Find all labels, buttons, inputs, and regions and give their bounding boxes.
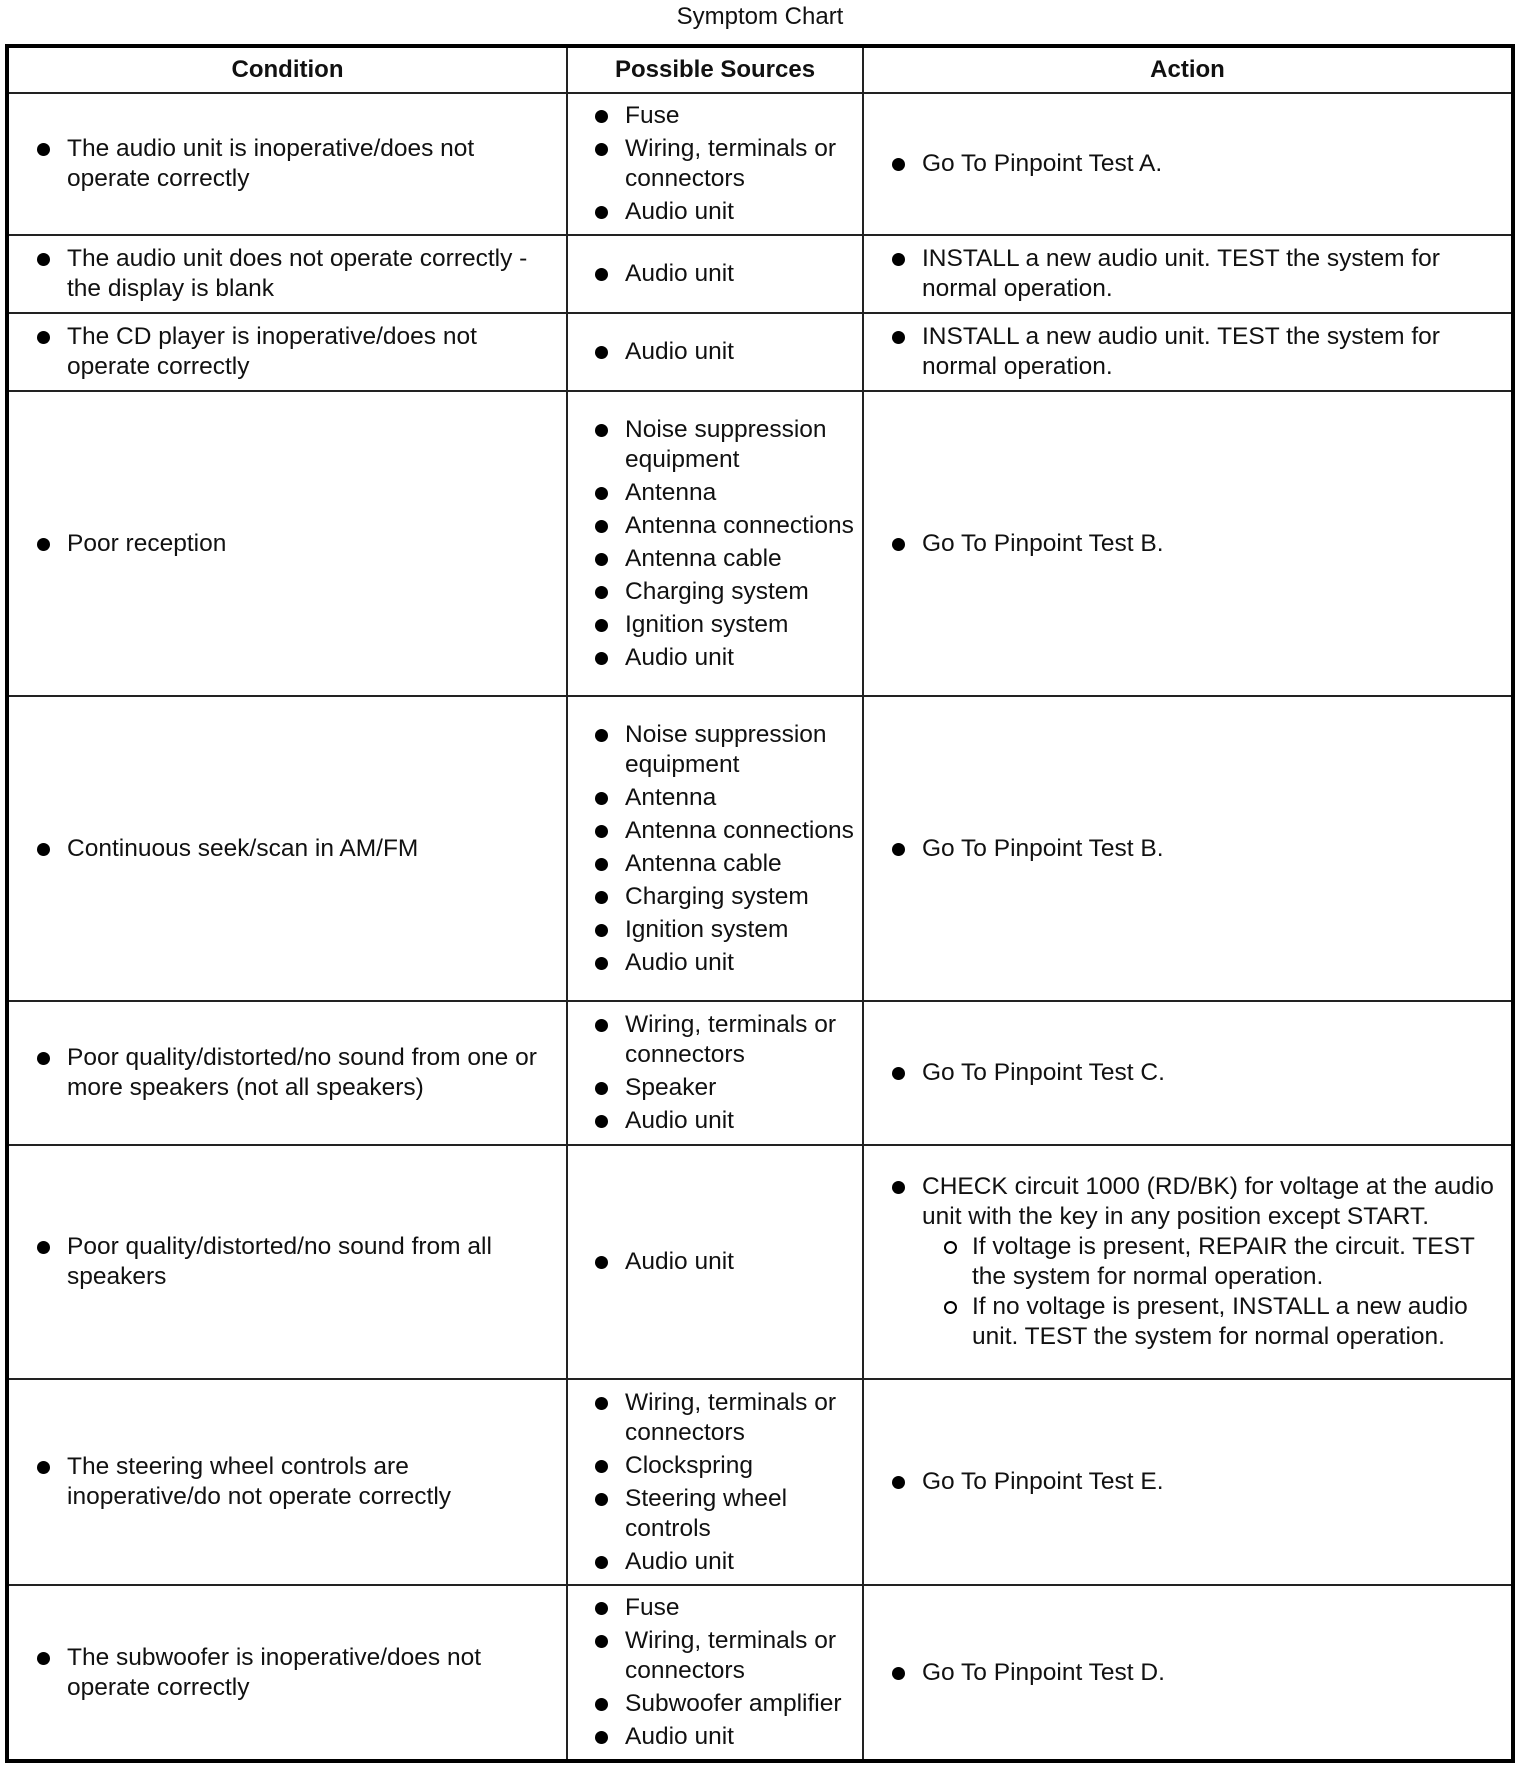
source-item: Wiring, terminals or connectors <box>568 1388 862 1448</box>
table-row <box>7 235 1513 313</box>
symptom-table <box>5 44 1515 1763</box>
condition-text: The steering wheel controls are inoperative/do not operate correctly <box>9 1452 566 1512</box>
action-text: INSTALL a new audio unit. TEST the system for normal operation. <box>864 244 1511 304</box>
action-text: Go To Pinpoint Test B. <box>864 834 1511 864</box>
source-item: Noise suppression equipment <box>568 720 862 780</box>
sources-cell <box>567 1001 863 1145</box>
source-item: Ignition system <box>568 610 862 640</box>
source-item: Antenna cable <box>568 849 862 879</box>
sources-cell <box>567 696 863 1001</box>
condition-cell <box>7 391 567 696</box>
table-row <box>7 391 1513 696</box>
table-row <box>7 313 1513 391</box>
source-item: Fuse <box>568 101 862 131</box>
header-condition: Condition <box>7 46 567 93</box>
source-item: Subwoofer amplifier <box>568 1689 862 1719</box>
action-cell <box>863 1001 1513 1145</box>
source-item: Audio unit <box>568 1247 862 1277</box>
sources-cell <box>567 1379 863 1585</box>
source-item: Steering wheel controls <box>568 1484 862 1544</box>
action-text: Go To Pinpoint Test D. <box>864 1658 1511 1688</box>
condition-cell <box>7 696 567 1001</box>
action-cell <box>863 93 1513 235</box>
sources-cell <box>567 93 863 235</box>
source-item: Charging system <box>568 882 862 912</box>
source-item: Wiring, terminals or connectors <box>568 1626 862 1686</box>
table-row <box>7 1379 1513 1585</box>
condition-cell <box>7 1379 567 1585</box>
source-item: Noise suppression equipment <box>568 415 862 475</box>
condition-cell <box>7 1585 567 1761</box>
sources-cell <box>567 391 863 696</box>
action-text: Go To Pinpoint Test E. <box>864 1467 1511 1497</box>
condition-text: The CD player is inoperative/does not operate correctly <box>9 322 566 382</box>
action-text: INSTALL a new audio unit. TEST the system for normal operation. <box>864 322 1511 382</box>
chart-title: Symptom Chart <box>676 3 844 30</box>
source-item: Charging system <box>568 577 862 607</box>
action-cell <box>863 696 1513 1001</box>
condition-cell <box>7 93 567 235</box>
action-text: CHECK circuit 1000 (RD/BK) for voltage at the audio unit with the key in any position except START. <box>922 1173 1494 1230</box>
action-text: Go To Pinpoint Test A. <box>864 149 1511 179</box>
condition-text: Poor reception <box>9 529 566 559</box>
source-item: Fuse <box>568 1593 862 1623</box>
sources-cell <box>567 313 863 391</box>
source-item: Wiring, terminals or connectors <box>568 134 862 194</box>
condition-text: The audio unit is inoperative/does not operate correctly <box>9 134 566 194</box>
source-item: Audio unit <box>568 1106 862 1136</box>
action-text: Go To Pinpoint Test C. <box>864 1058 1511 1088</box>
header-possible-sources: Possible Sources <box>567 46 863 93</box>
sources-cell <box>567 1145 863 1379</box>
table-row <box>7 93 1513 235</box>
header-action: Action <box>863 46 1513 93</box>
source-item: Audio unit <box>568 259 862 289</box>
source-item: Antenna cable <box>568 544 862 574</box>
source-item: Antenna connections <box>568 511 862 541</box>
action-item <box>864 1172 1511 1352</box>
action-cell <box>863 1585 1513 1761</box>
source-item: Audio unit <box>568 948 862 978</box>
action-cell <box>863 1145 1513 1379</box>
action-cell <box>863 1379 1513 1585</box>
condition-text: The subwoofer is inoperative/does not operate correctly <box>9 1643 566 1703</box>
action-cell <box>863 235 1513 313</box>
table-row <box>7 1585 1513 1761</box>
condition-cell <box>7 313 567 391</box>
source-item: Audio unit <box>568 197 862 227</box>
condition-cell <box>7 235 567 313</box>
source-item: Clockspring <box>568 1451 862 1481</box>
table-row <box>7 1001 1513 1145</box>
action-sub-list <box>922 1232 1495 1352</box>
header-row <box>7 46 1513 93</box>
source-item: Antenna connections <box>568 816 862 846</box>
sources-cell <box>567 235 863 313</box>
condition-text: The audio unit does not operate correctly - the display is blank <box>9 244 566 304</box>
sources-cell <box>567 1585 863 1761</box>
condition-text: Poor quality/distorted/no sound from all speakers <box>9 1232 566 1292</box>
condition-cell <box>7 1145 567 1379</box>
condition-text: Continuous seek/scan in AM/FM <box>9 834 566 864</box>
condition-cell <box>7 1001 567 1145</box>
source-item: Antenna <box>568 478 862 508</box>
source-item: Ignition system <box>568 915 862 945</box>
action-cell <box>863 313 1513 391</box>
action-text: Go To Pinpoint Test B. <box>864 529 1511 559</box>
source-item: Wiring, terminals or connectors <box>568 1010 862 1070</box>
source-item: Audio unit <box>568 1722 862 1752</box>
source-item: Audio unit <box>568 1547 862 1577</box>
table-row <box>7 1145 1513 1379</box>
action-cell <box>863 391 1513 696</box>
source-item: Audio unit <box>568 337 862 367</box>
condition-text: Poor quality/distorted/no sound from one or more speakers (not all speakers) <box>9 1043 566 1103</box>
source-item: Speaker <box>568 1073 862 1103</box>
action-sub-item: If voltage is present, REPAIR the circuit. TEST the system for normal operation. <box>922 1232 1495 1292</box>
source-item: Audio unit <box>568 643 862 673</box>
table-row <box>7 696 1513 1001</box>
source-item: Antenna <box>568 783 862 813</box>
action-sub-item: If no voltage is present, INSTALL a new audio unit. TEST the system for normal operation. <box>922 1292 1495 1352</box>
